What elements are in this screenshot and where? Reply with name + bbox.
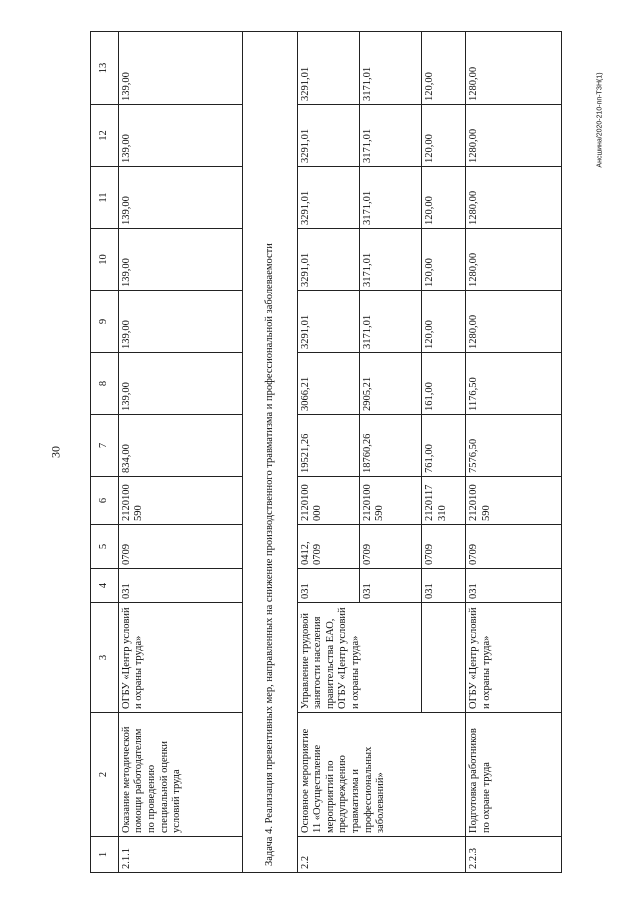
header-cell: 3 bbox=[91, 603, 119, 713]
page-number: 30 bbox=[48, 446, 63, 458]
task-heading: Задача 4. Реализация превентивных мер, направленных на снижение производственного травматизма и профессиональной заболеваемости bbox=[243, 32, 297, 873]
cell-year: 3291,01 bbox=[297, 105, 359, 167]
cell-year: 1280,00 bbox=[466, 229, 562, 291]
cell-year: 3171,01 bbox=[359, 167, 421, 229]
executor: ОГБУ «Центр условий и охраны труда» bbox=[118, 603, 242, 713]
cell-year: 120,00 bbox=[422, 32, 466, 105]
cell-total: 7576,50 bbox=[466, 415, 562, 477]
table-row bbox=[297, 32, 359, 873]
header-cell: 8 bbox=[91, 353, 119, 415]
cell-grbs: 031 bbox=[359, 569, 421, 603]
cell-rzpr: 0412, 0709 bbox=[297, 525, 359, 569]
cell-grbs: 031 bbox=[422, 569, 466, 603]
cell-year: 1280,00 bbox=[466, 167, 562, 229]
cell-year: 139,00 bbox=[118, 229, 242, 291]
cell-year: 139,00 bbox=[118, 291, 242, 353]
cell-total: 19521,26 bbox=[297, 415, 359, 477]
cell-csr: 2120100 590 bbox=[466, 477, 562, 525]
cell-rzpr: 0709 bbox=[422, 525, 466, 569]
cell-year: 1280,00 bbox=[466, 291, 562, 353]
header-cell: 12 bbox=[91, 105, 119, 167]
cell-year: 3171,01 bbox=[359, 105, 421, 167]
cell-total: 834,00 bbox=[118, 415, 242, 477]
cell-csr: 2120100 590 bbox=[359, 477, 421, 525]
table-header-row bbox=[91, 32, 119, 873]
cell-year: 120,00 bbox=[422, 167, 466, 229]
cell-csr: 2120100 000 bbox=[297, 477, 359, 525]
cell-grbs: 031 bbox=[466, 569, 562, 603]
cell-csr: 2120100 590 bbox=[118, 477, 242, 525]
cell-year: 3291,01 bbox=[297, 32, 359, 105]
header-cell: 6 bbox=[91, 477, 119, 525]
row-number: 2.2 bbox=[297, 837, 466, 873]
cell-year: 3171,01 bbox=[359, 291, 421, 353]
cell-rzpr: 0709 bbox=[118, 525, 242, 569]
cell-year: 120,00 bbox=[422, 105, 466, 167]
cell-year: 139,00 bbox=[118, 105, 242, 167]
header-cell: 9 bbox=[91, 291, 119, 353]
header-cell: 2 bbox=[91, 713, 119, 837]
cell-year: 139,00 bbox=[118, 353, 242, 415]
activity-name: Основное мероприятие 11 «Осуществление мероприятий по предупреждению травматизма и профессиональных заболеваний» bbox=[297, 713, 466, 837]
cell-year: 120,00 bbox=[422, 229, 466, 291]
activity-name: Подготовка работников по охране труда bbox=[466, 713, 562, 837]
cell-total: 18760,26 bbox=[359, 415, 421, 477]
cell-rzpr: 0709 bbox=[359, 525, 421, 569]
executor-line: ОГБУ «Центр условий и охраны труда» bbox=[337, 607, 361, 709]
executor bbox=[297, 603, 421, 713]
cell-year: 3171,01 bbox=[359, 32, 421, 105]
cell-year: 2905,21 bbox=[359, 353, 421, 415]
cell-year: 1176,50 bbox=[466, 353, 562, 415]
header-cell: 13 bbox=[91, 32, 119, 105]
cell-year: 1280,00 bbox=[466, 105, 562, 167]
activity-name: Оказание методической помощи работодателям по проведению специальной оценки условий труда bbox=[118, 713, 242, 837]
header-cell: 4 bbox=[91, 569, 119, 603]
cell-year: 3291,01 bbox=[297, 167, 359, 229]
document-code: Ансшина/2020-210-пп-ТЗН(1) bbox=[596, 72, 604, 168]
task-heading-row bbox=[243, 32, 297, 873]
cell-year: 3291,01 bbox=[297, 291, 359, 353]
header-cell: 10 bbox=[91, 229, 119, 291]
executor: ОГБУ «Центр условий и охраны труда» bbox=[466, 603, 562, 713]
executor-line: Управление трудовой занятости населения правительства ЕАО, bbox=[299, 612, 336, 709]
row-number: 2.1.1 bbox=[118, 837, 242, 873]
cell-year: 120,00 bbox=[422, 291, 466, 353]
cell-grbs: 031 bbox=[118, 569, 242, 603]
row-number: 2.2.3 bbox=[466, 837, 562, 873]
cell-rzpr: 0709 bbox=[466, 525, 562, 569]
executor bbox=[422, 603, 466, 713]
cell-year: 3066,21 bbox=[297, 353, 359, 415]
cell-year: 139,00 bbox=[118, 167, 242, 229]
cell-year: 1280,00 bbox=[466, 32, 562, 105]
cell-total: 761,00 bbox=[422, 415, 466, 477]
cell-year: 139,00 bbox=[118, 32, 242, 105]
cell-grbs: 031 bbox=[297, 569, 359, 603]
table-row bbox=[118, 32, 242, 873]
header-cell: 1 bbox=[91, 837, 119, 873]
cell-csr: 2120117 310 bbox=[422, 477, 466, 525]
header-cell: 11 bbox=[91, 167, 119, 229]
program-table bbox=[90, 31, 562, 873]
table-row bbox=[466, 32, 562, 873]
header-cell: 5 bbox=[91, 525, 119, 569]
header-cell: 7 bbox=[91, 415, 119, 477]
cell-year: 3291,01 bbox=[297, 229, 359, 291]
table-wrapper bbox=[90, 32, 562, 873]
cell-year: 161,00 bbox=[422, 353, 466, 415]
cell-year: 3171,01 bbox=[359, 229, 421, 291]
